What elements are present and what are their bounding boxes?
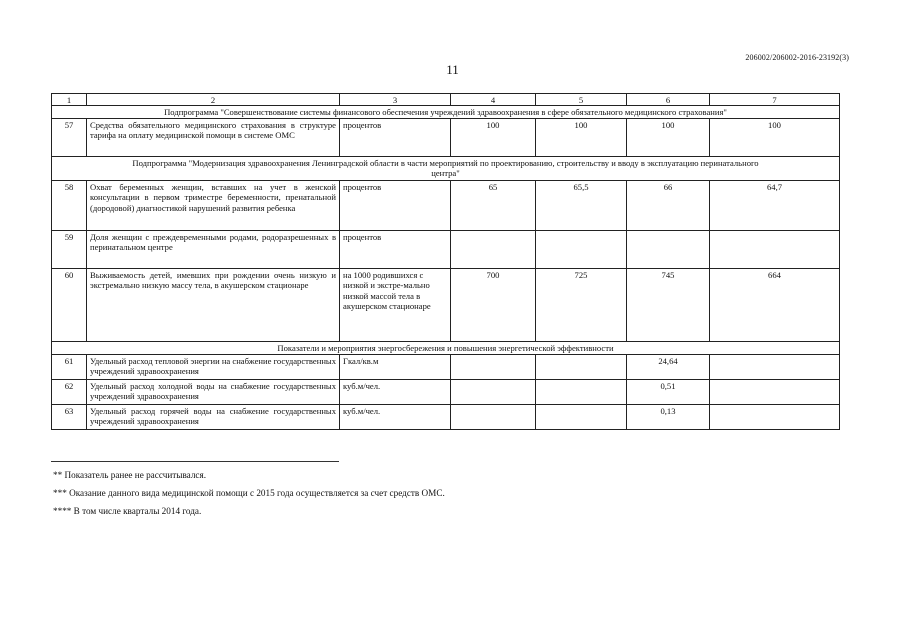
row-number: 58 (52, 180, 87, 230)
value-cell (710, 404, 840, 429)
table-row (52, 230, 840, 268)
value-cell (627, 230, 710, 268)
row-number: 57 (52, 118, 87, 156)
indicator-name: Выживаемость детей, имевших при рождении очень низкую и экстремально низкую массу тела, в акушерском стационаре (87, 268, 340, 341)
value-cell: 24,64 (627, 354, 710, 379)
value-cell: 64,7 (710, 180, 840, 230)
section-title: Подпрограмма "Совершенствование системы финансового обеспечения учреждений здравоохранения в сфере обязательного медицинского страхования" (52, 106, 840, 118)
value-cell: 0,13 (627, 404, 710, 429)
indicator-name: Охват беременных женщин, вставших на учет в женской консультации в первом триместре беременности, пренатальной (дородовой) диагностикой нарушений развития ребенка (87, 180, 340, 230)
value-cell: 700 (451, 268, 536, 341)
footnote: *** Оказание данного вида медицинской помощи с 2015 года осуществляется за счет средств ОМС. (53, 488, 445, 498)
section-row (52, 156, 840, 180)
indicator-name: Удельный расход горячей воды на снабжение государственных учреждений здравоохранения (87, 404, 340, 429)
value-cell (536, 404, 627, 429)
section-row (52, 341, 840, 354)
unit-cell: Гкал/кв.м (340, 354, 451, 379)
column-header: 5 (536, 94, 627, 106)
footnote-divider (51, 461, 339, 462)
unit-cell: процентов (340, 118, 451, 156)
table-row (52, 404, 840, 429)
page-number: 11 (446, 62, 459, 77)
value-cell (536, 230, 627, 268)
value-cell (451, 354, 536, 379)
indicator-name: Доля женщин с преждевременными родами, родоразрешенных в перинатальном центре (87, 230, 340, 268)
unit-cell: процентов (340, 230, 451, 268)
value-cell: 725 (536, 268, 627, 341)
unit-cell: процентов (340, 180, 451, 230)
unit-cell: куб.м/чел. (340, 404, 451, 429)
indicator-name: Удельный расход холодной воды на снабжение государственных учреждений здравоохранения (87, 379, 340, 404)
unit-cell: на 1000 родившихся с низкой и экстре-мально низкой массой тела в акушерском стационаре (340, 268, 451, 341)
section-row (52, 106, 840, 118)
table-header-row (52, 94, 840, 106)
value-cell: 664 (710, 268, 840, 341)
column-header: 2 (87, 94, 340, 106)
column-header: 7 (710, 94, 840, 106)
table-row (52, 379, 840, 404)
value-cell (451, 230, 536, 268)
table-row (52, 180, 840, 230)
value-cell (536, 354, 627, 379)
section-title: Подпрограмма "Модернизация здравоохранения Ленинградской области в части мероприятий по проектированию, строительству и вводу в эксплуатацию перинатального центра" (132, 157, 759, 179)
value-cell: 100 (451, 118, 536, 156)
value-cell (710, 230, 840, 268)
row-number: 59 (52, 230, 87, 268)
value-cell: 100 (710, 118, 840, 156)
indicator-name: Удельный расход тепловой энергии на снабжение государственных учреждений здравоохранения (87, 354, 340, 379)
value-cell (710, 379, 840, 404)
document-id: 206002/206002-2016-23192(3) (745, 53, 849, 62)
value-cell: 100 (627, 118, 710, 156)
column-header: 1 (52, 94, 87, 106)
value-cell: 65 (451, 180, 536, 230)
value-cell: 745 (627, 268, 710, 341)
unit-cell: куб.м/чел. (340, 379, 451, 404)
value-cell (536, 379, 627, 404)
row-number: 62 (52, 379, 87, 404)
table-row (52, 268, 840, 341)
row-number: 63 (52, 404, 87, 429)
row-number: 60 (52, 268, 87, 341)
row-number: 61 (52, 354, 87, 379)
value-cell: 0,51 (627, 379, 710, 404)
footnotes (53, 469, 445, 523)
table-row (52, 118, 840, 156)
table-row (52, 354, 840, 379)
value-cell (451, 379, 536, 404)
column-header: 6 (627, 94, 710, 106)
footnote: **** В том числе кварталы 2014 года. (53, 506, 202, 516)
value-cell: 66 (627, 180, 710, 230)
value-cell (451, 404, 536, 429)
footnote: ** Показатель ранее не рассчитывался. (53, 470, 207, 480)
column-header: 3 (340, 94, 451, 106)
column-header: 4 (451, 94, 536, 106)
section-title: Показатели и мероприятия энергосбережения и повышения энергетической эффективности (52, 341, 840, 354)
value-cell: 100 (536, 118, 627, 156)
indicators-table (51, 93, 840, 430)
value-cell: 65,5 (536, 180, 627, 230)
value-cell (710, 354, 840, 379)
indicator-name: Средства обязательного медицинского страхования в структуре тарифа на оплату медицинской помощи в системе ОМС (87, 118, 340, 156)
